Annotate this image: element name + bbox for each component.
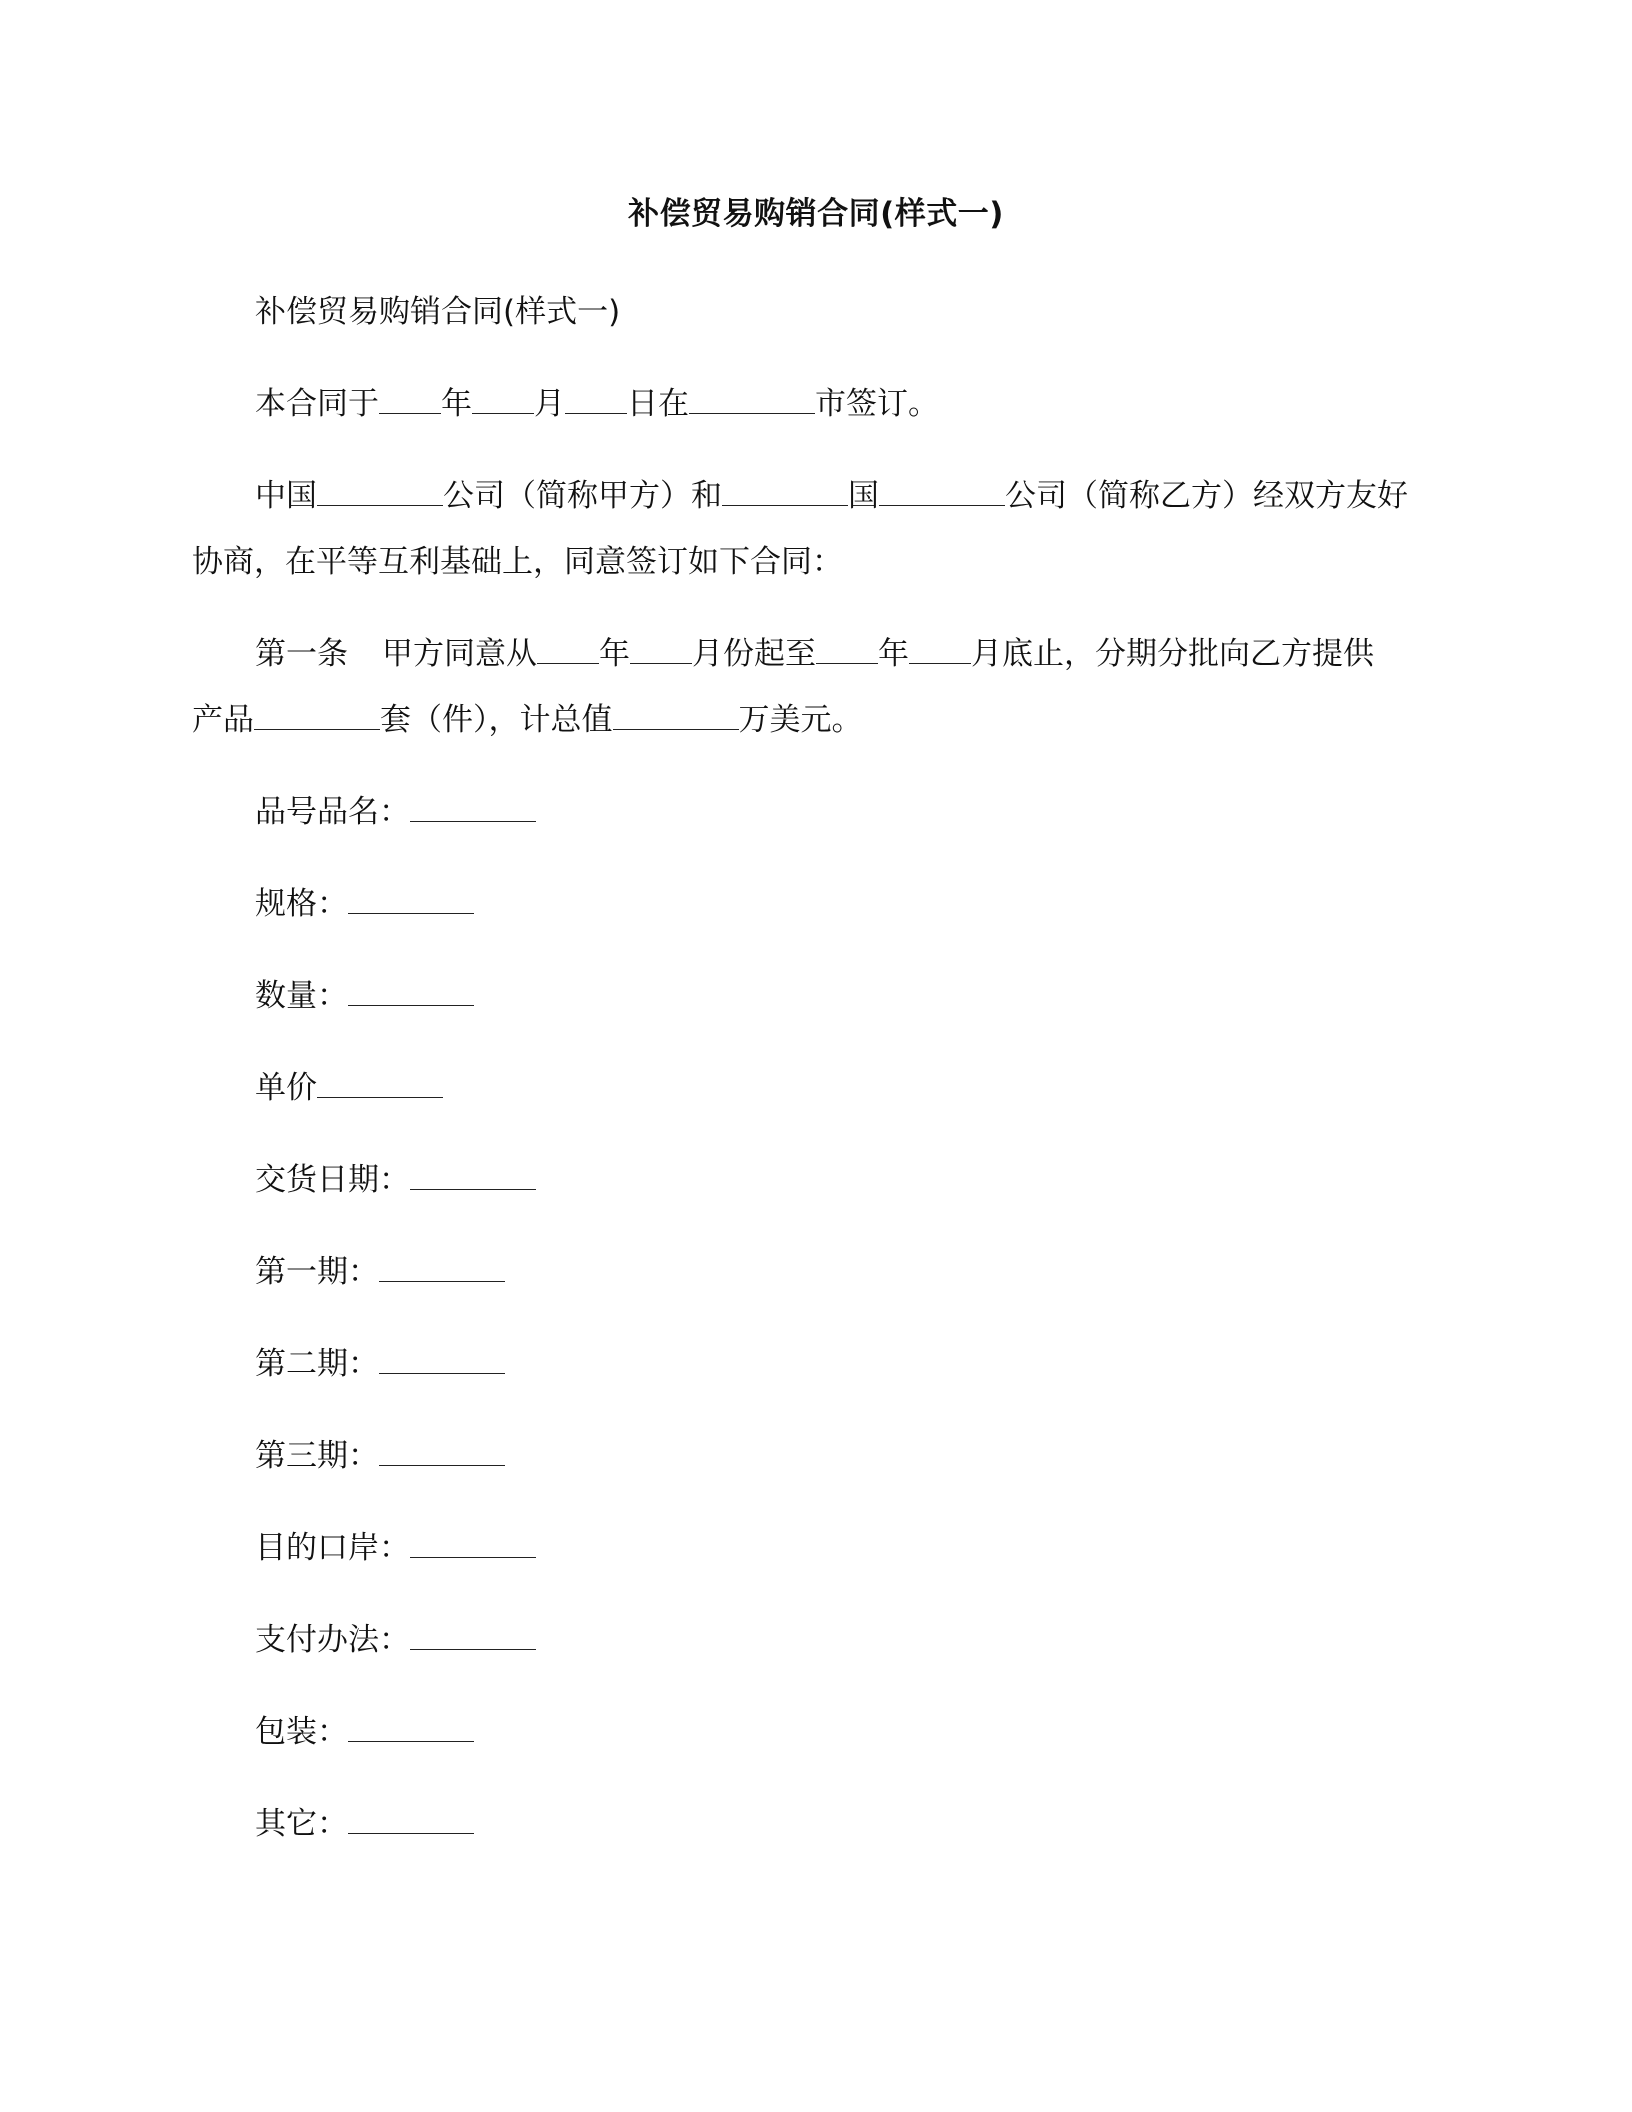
city-blank[interactable] — [689, 383, 815, 414]
document-title: 补偿贸易购销合同(样式一) — [628, 196, 1004, 232]
field-phase-3: 第三期： — [255, 1434, 505, 1478]
month-blank[interactable] — [472, 383, 534, 414]
party-a-name-blank[interactable] — [317, 475, 443, 506]
field-product-name: 品号品名： — [255, 790, 536, 834]
end-month-blank[interactable] — [909, 633, 971, 664]
party-b-country-blank[interactable] — [722, 475, 848, 506]
other-blank[interactable] — [348, 1803, 474, 1834]
phase-1-blank[interactable] — [379, 1251, 505, 1282]
field-phase-1: 第一期： — [255, 1250, 505, 1294]
payment-method-blank[interactable] — [410, 1619, 536, 1650]
field-spec: 规格： — [255, 882, 474, 926]
phase-2-blank[interactable] — [379, 1343, 505, 1374]
article-1-line-1: 第一条 甲方同意从 年 月份起至 年 月底止，分期分批向乙方提供 — [255, 632, 1374, 676]
end-year-blank[interactable] — [816, 633, 878, 664]
parties-line-2: 协商，在平等互利基础上，同意签订如下合同： — [192, 544, 843, 580]
field-phase-2: 第二期： — [255, 1342, 505, 1386]
spec-blank[interactable] — [348, 883, 474, 914]
product-name-blank[interactable] — [410, 791, 536, 822]
field-payment-method: 支付办法： — [255, 1618, 536, 1662]
quantity-blank[interactable] — [348, 975, 474, 1006]
unit-price-blank[interactable] — [317, 1067, 443, 1098]
article-1-line-2: 产品 套（件），计总值 万美元。 — [192, 698, 863, 742]
field-destination-port: 目的口岸： — [255, 1526, 536, 1570]
delivery-date-blank[interactable] — [410, 1159, 536, 1190]
destination-port-blank[interactable] — [410, 1527, 536, 1558]
party-b-name-blank[interactable] — [879, 475, 1005, 506]
product-quantity-blank[interactable] — [254, 699, 380, 730]
start-year-blank[interactable] — [537, 633, 599, 664]
year-blank[interactable] — [379, 383, 441, 414]
field-packaging: 包装： — [255, 1710, 474, 1754]
document-subtitle: 补偿贸易购销合同(样式一) — [255, 294, 621, 330]
start-month-blank[interactable] — [630, 633, 692, 664]
field-other: 其它： — [255, 1802, 474, 1846]
packaging-blank[interactable] — [348, 1711, 474, 1742]
field-quantity: 数量： — [255, 974, 474, 1018]
intro-line: 本合同于 年 月 日在 市签订。 — [255, 382, 939, 426]
day-blank[interactable] — [565, 383, 627, 414]
field-delivery-date: 交货日期： — [255, 1158, 536, 1202]
field-unit-price: 单价 — [255, 1066, 443, 1110]
total-value-blank[interactable] — [613, 699, 739, 730]
article-1-label: 第一条 — [255, 636, 348, 672]
parties-line-1: 中国 公司（简称甲方）和 国 公司（简称乙方）经双方友好 — [255, 474, 1408, 518]
phase-3-blank[interactable] — [379, 1435, 505, 1466]
